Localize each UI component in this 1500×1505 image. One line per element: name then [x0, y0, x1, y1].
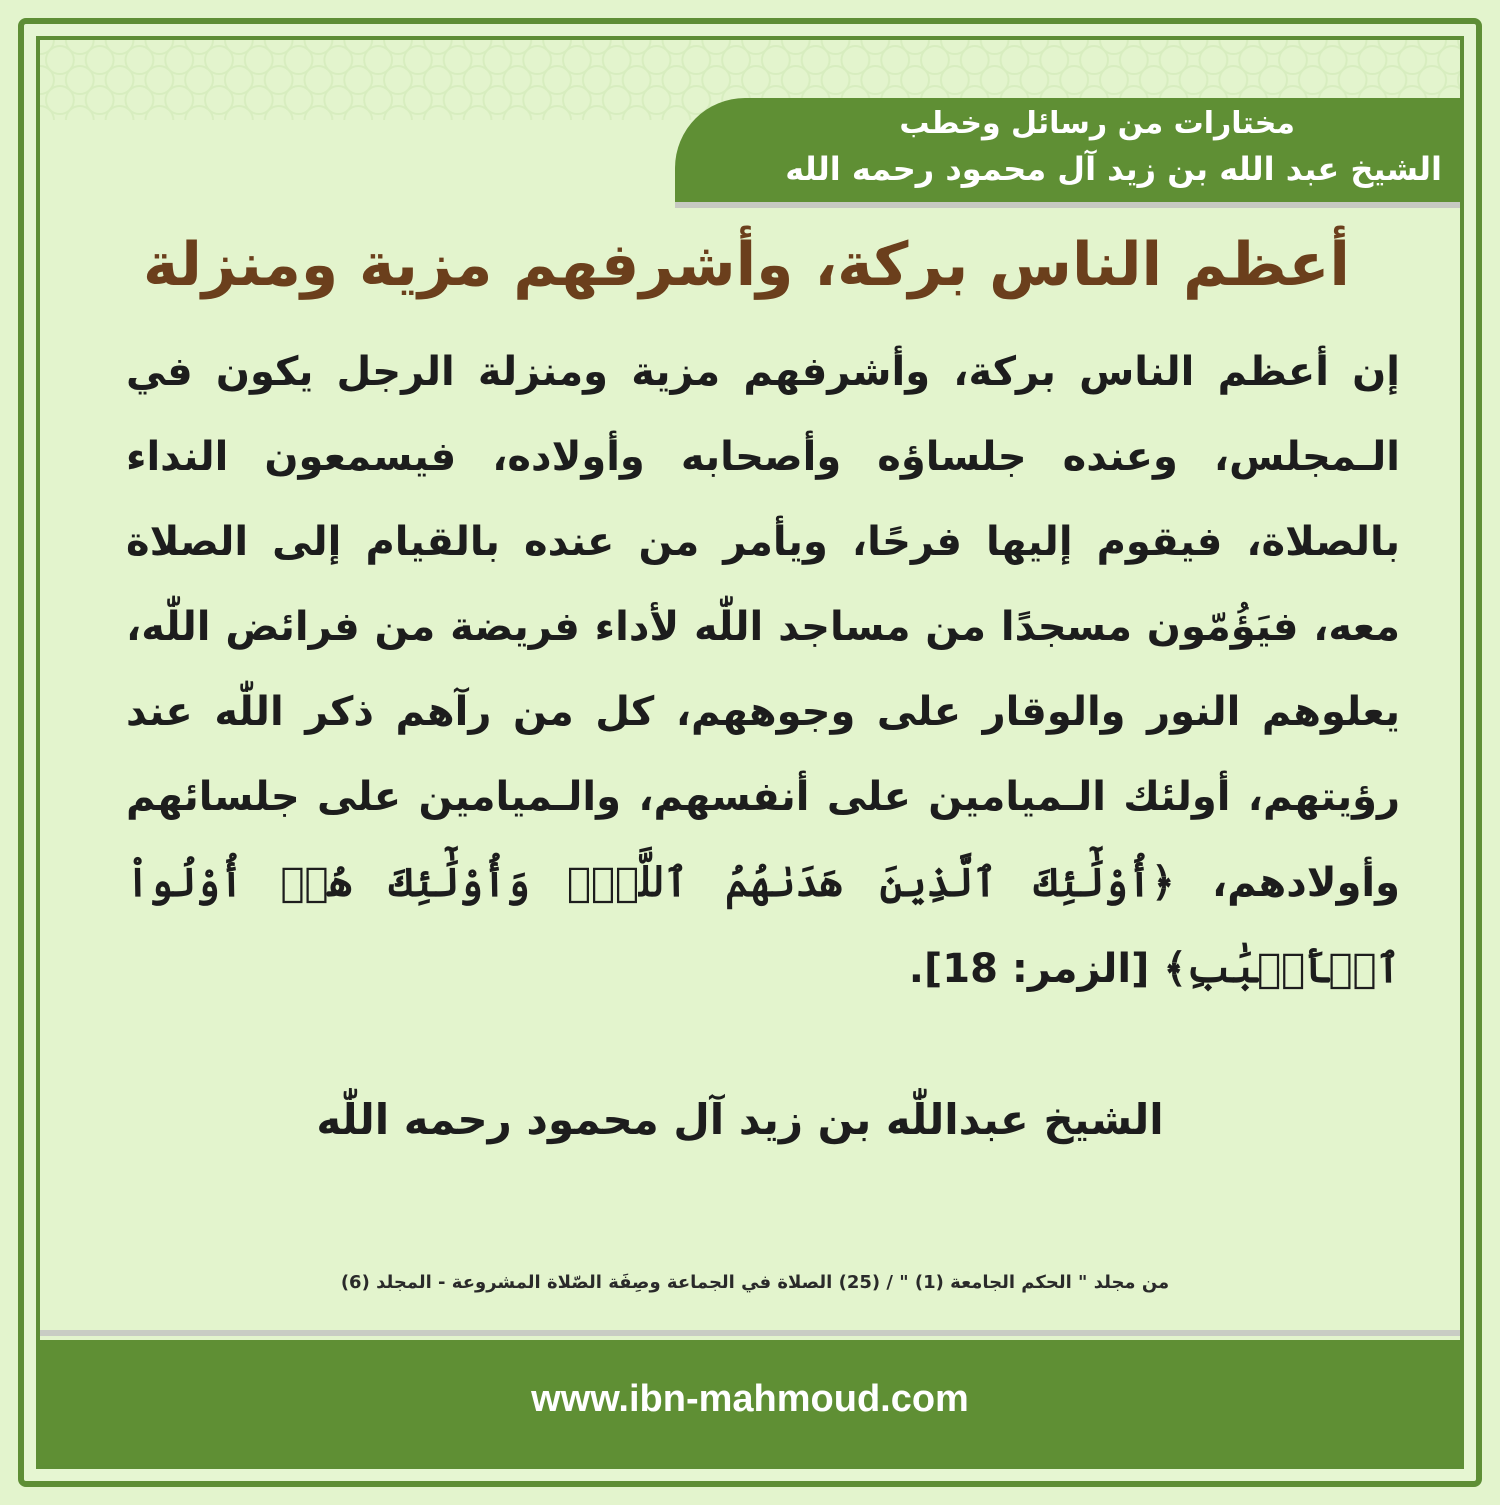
- content-panel: [36, 36, 1464, 1469]
- header-author: الشيخ عبد الله بن زيد آل محمود رحمه الله: [785, 150, 1442, 188]
- article-body: [126, 330, 1400, 1012]
- quran-verse: ﴿أُوْلَٰٓئِكَ ٱلَّذِينَ هَدَىٰهُمُ ٱللَّهُۖ وَأُوْلَٰٓئِكَ هُمۡ أُوْلُواْ ٱلۡأَلۡبَٰبِ﴾: [126, 859, 1400, 992]
- header-subtitle: مختارات من رسائل وخطب: [899, 106, 1295, 141]
- footer-bar: [40, 1340, 1460, 1465]
- website-link[interactable]: www.ibn-mahmoud.com: [531, 1378, 969, 1420]
- author-signature: الشيخ عبداللّٰه بن زيد آل محمود رحمه اللّٰه: [316, 1095, 1164, 1144]
- footer-divider: [40, 1330, 1460, 1336]
- page-title: أعظم الناس بركة، وأشرفهم مزية ومنزلة: [142, 230, 1350, 300]
- article-text: إن أعظم الناس بركة، وأشرفهم مزية ومنزلة الرجل يكون في الـمجلس، وعنده جلساؤه وأصحابه وأولاده، فيسمعون النداء بالصلاة، فيقوم إليها فرحًا، ويأمر من عنده بالقيام إلى الصلاة معه، فيَؤُمّون مسجدًا من مساجد اللّٰه لأداء فريضة من فرائض اللّٰه، يعلوهم النور والوقار على وجوههم، كل من رآهم ذكر اللّٰه عند رؤيتهم، أولئك الـميامين على أنفسهم، والـميامين على جلسائهم وأولادهم،: [126, 349, 1400, 906]
- source-citation: من مجلد " الحكم الجامعة (1) " / (25) الصلاة في الجماعة وصِفَة الصّلاة المشروعة - المجلد (6): [340, 1272, 1170, 1293]
- verse-reference: [الزمر: 18].: [908, 946, 1150, 992]
- header-banner: [675, 98, 1460, 202]
